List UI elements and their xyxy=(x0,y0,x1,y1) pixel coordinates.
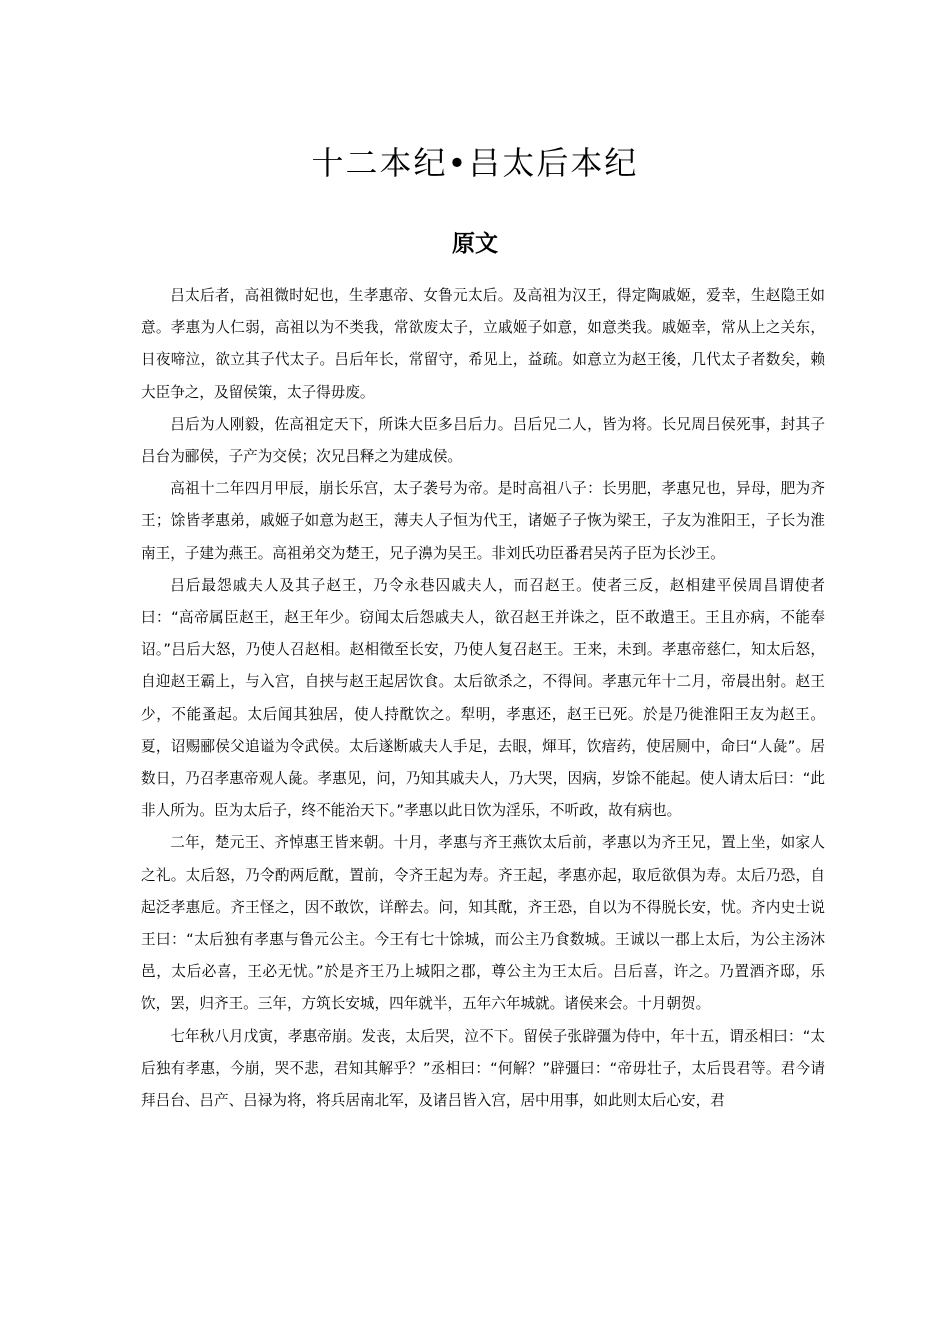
document-title: 十二本纪•吕太后本纪 xyxy=(311,144,639,182)
paragraph: 二年，楚元王、齐悼惠王皆来朝。十月，孝惠与齐王燕饮太后前，孝惠以为齐王兄，置上坐，如家人之礼。太后怒，乃令酌两卮酖，置前，令齐王起为寿。齐王起，孝惠亦起，取卮欲俱为寿。太后乃恐，自起泛孝惠卮。齐王怪之，因不敢饮，详醉去。问，知其酖，齐王恐，自以为不得脱长安，忧。齐内史士说王曰：“太后独有孝惠与鲁元公主。今王有七十馀城，而公主乃食数城。王诚以一郡上太后，为公主汤沐邑，太后必喜，王必无忧。”於是齐王乃上城阳之郡，尊公主为王太后。吕后喜，许之。乃置酒齐邸，乐饮，罢，归齐王。三年，方筑长安城，四年就半，五年六年城就。诸侯来会。十月朝贺。 xyxy=(141,834,825,1013)
paragraph: 高祖十二年四月甲辰，崩长乐宫，太子袭号为帝。是时高祖八子：长男肥，孝惠兄也，异母，肥为齐王；馀皆孝惠弟，戚姬子如意为赵王，薄夫人子恒为代王，诸姬子子恢为梁王，子友为淮阳王，子长为淮南王，子建为燕王。高祖弟交为楚王，兄子濞为吴王。非刘氏功臣番君吴芮子臣为长沙王。 xyxy=(141,480,825,562)
paragraph: 七年秋八月戊寅，孝惠帝崩。发丧，太后哭，泣不下。留侯子张辟彊为侍中，年十五，谓丞相曰：“太后独有孝惠，今崩，哭不悲，君知其解乎？”丞相曰：“何解？”辟彊曰：“帝毋壮子，太后畏君等。君今请拜吕台、吕产、吕禄为将，将兵居南北军，及诸吕皆入宫，居中用事，如此则太后心安，君 xyxy=(141,1027,825,1110)
body-text xyxy=(141,280,825,1117)
section-heading: 原文 xyxy=(452,231,498,257)
paragraph: 吕太后者，高祖微时妃也，生孝惠帝、女鲁元太后。及高祖为汉王，得定陶戚姬，爱幸，生赵隐王如意。孝惠为人仁弱，高祖以为不类我，常欲废太子，立戚姬子如意，如意类我。戚姬幸，常从上之关东，日夜啼泣，欲立其子代太子。吕后年长，常留守，希见上，益疏。如意立为赵王後，几代太子者数矣，赖大臣争之，及留侯策，太子得毋废。 xyxy=(141,287,825,401)
paragraph: 吕后最怨戚夫人及其子赵王，乃令永巷囚戚夫人，而召赵王。使者三反，赵相建平侯周昌谓使者曰：“高帝属臣赵王，赵王年少。窃闻太后怨戚夫人，欲召赵王并诛之，臣不敢遣王。王且亦病，不能奉诏。”吕后大怒，乃使人召赵相。赵相徵至长安，乃使人复召赵王。王来，未到。孝惠帝慈仁，知太后怒，自迎赵王霸上，与入宫，自挟与赵王起居饮食。太后欲杀之，不得间。孝惠元年十二月，帝晨出射。赵王少，不能蚤起。太后闻其独居，使人持酖饮之。犁明，孝惠还，赵王已死。於是乃徙淮阳王友为赵王。夏，诏赐郦侯父追谥为令武侯。太后遂断戚夫人手足，去眼，煇耳，饮瘖药，使居厕中，命曰“人彘”。居数日，乃召孝惠帝观人彘。孝惠见，问，乃知其戚夫人，乃大哭，因病，岁馀不能起。使人请太后曰：“此非人所为。臣为太后子，终不能治天下。”孝惠以此日饮为淫乐，不听政，故有病也。 xyxy=(141,576,825,820)
paragraph: 吕后为人刚毅，佐高祖定天下，所诛大臣多吕后力。吕后兄二人，皆为将。长兄周吕侯死事，封其子吕台为郦侯，子产为交侯；次兄吕释之为建成侯。 xyxy=(141,415,825,466)
